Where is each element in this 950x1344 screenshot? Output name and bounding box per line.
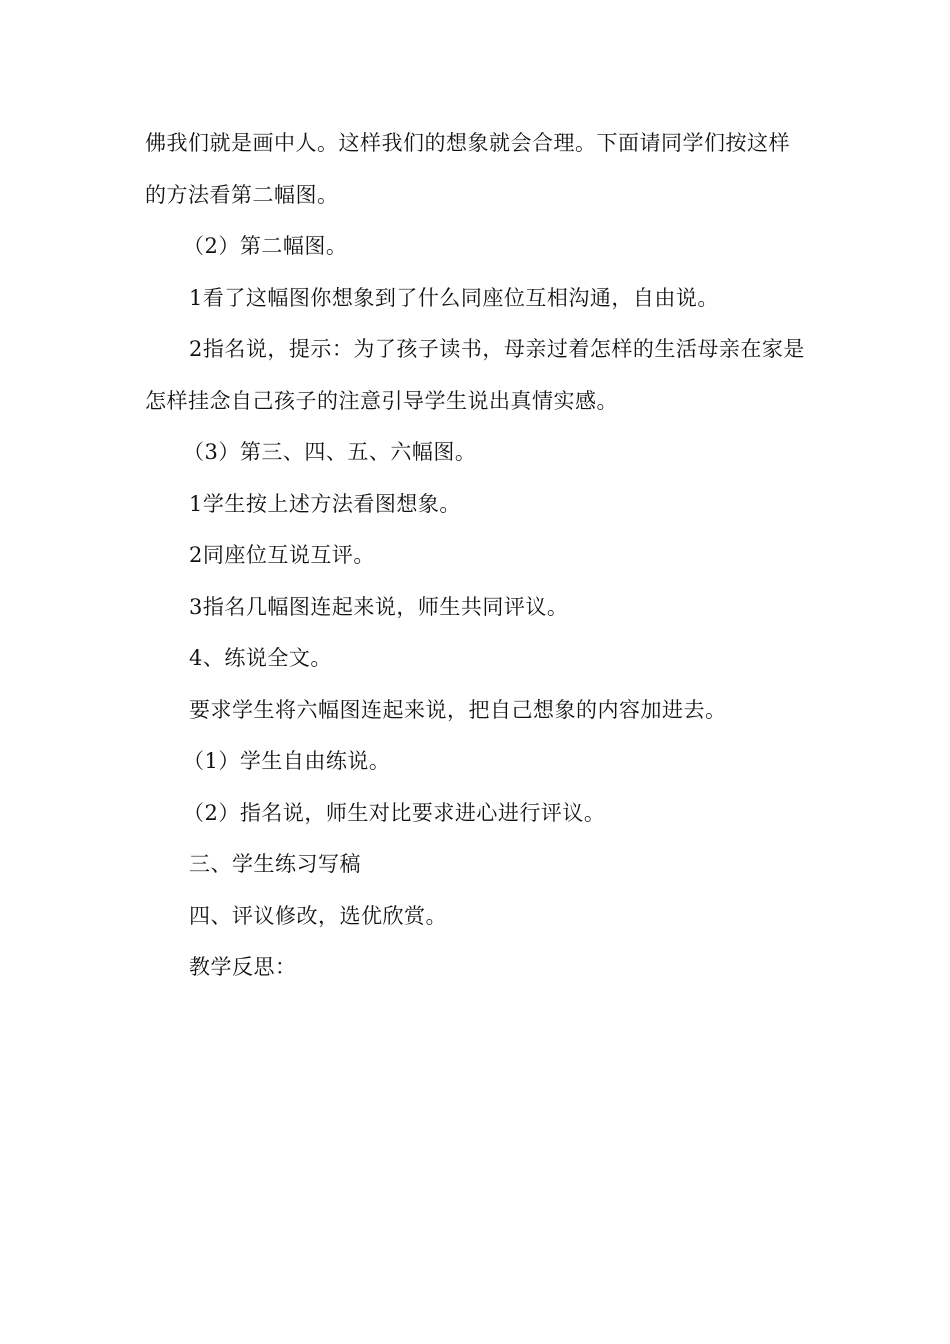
section-heading-reflection: 教学反思： [189, 955, 297, 979]
paragraph-item: （1）学生自由练说。 [183, 749, 391, 773]
paragraph-practice-full-text: 4、练说全文。 [189, 646, 332, 670]
section-heading-review: 四、评议修改，选优欣赏。 [189, 903, 447, 928]
paragraph-item: 2指名说，提示：为了孩子读书，母亲过着怎样的生活母亲在家是怎样挂念自己孩子的注意引导学生说出真情实感。 [145, 337, 805, 413]
paragraph-second-picture-heading: （2）第二幅图。 [183, 234, 348, 258]
paragraph-requirement: 要求学生将六幅图连起来说，把自己想象的内容加进去。 [189, 697, 727, 722]
paragraph-item: 3指名几幅图连起来说，师生共同评议。 [189, 594, 569, 619]
paragraph-continuation: 佛我们就是画中人。这样我们的想象就会合理。下面请同学们按这样的方法看第二幅图。 [145, 131, 790, 207]
paragraph-pictures-three-to-six-heading: （3）第三、四、五、六幅图。 [183, 440, 477, 464]
paragraph-item: 1学生按上述方法看图想象。 [189, 491, 461, 516]
document-body [145, 118, 805, 994]
paragraph-item: （2）指名说，师生对比要求进心进行评议。 [183, 800, 606, 825]
paragraph-item: 2同座位互说互评。 [189, 543, 375, 567]
section-heading-writing: 三、学生练习写稿 [189, 852, 361, 876]
paragraph-item: 1看了这幅图你想象到了什么同座位互相沟通，自由说。 [189, 285, 719, 310]
